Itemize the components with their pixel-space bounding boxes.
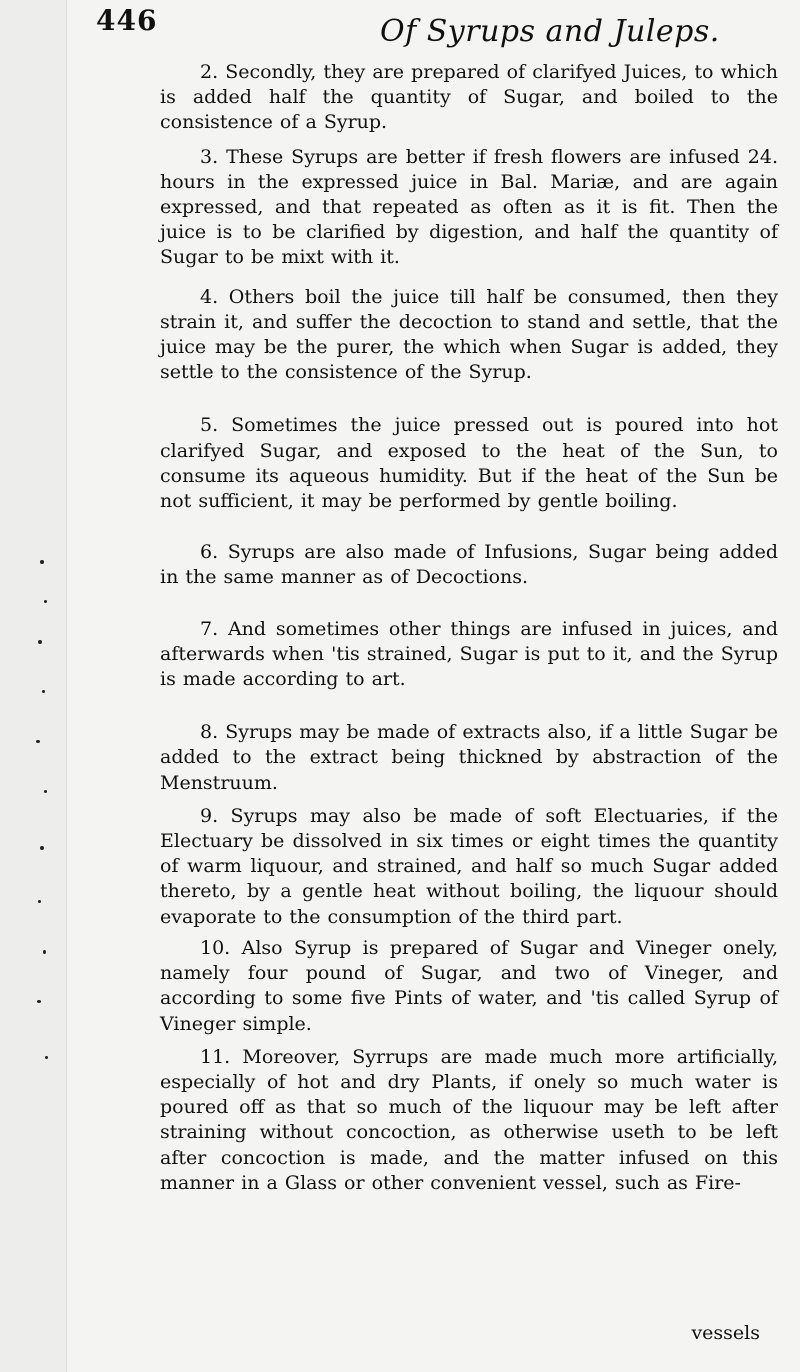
- paragraph-11: 11. Moreover, Syrrups are made much more artificially, especially of hot and dry Plants, if onely so much water is poured off as that so much of the liquour may be left after straining without concoction, as otherwise useth to be left after concoction is made, and the matter infused on this manner in a Glass or other convenient vessel, such as Fire-: [160, 1045, 778, 1194]
- scan-speck: [36, 740, 40, 743]
- page-header: [96, 4, 780, 48]
- paragraph-4: 4. Others boil the juice till half be consumed, then they strain it, and suffer the decoction to stand and settle, that the juice may be the purer, the which when Sugar is added, they settle to the consistence of the Syrup.: [160, 285, 778, 384]
- page-gutter: [0, 0, 67, 1372]
- paragraph-6: 6. Syrups are also made of Infusions, Sugar being added in the same manner as of Decoctions.: [160, 541, 778, 589]
- page-number: 446: [96, 4, 158, 37]
- paragraph-10: 10. Also Syrup is prepared of Sugar and Vineger onely, namely four pound of Sugar, and two of Vineger, and according to some five Pints of water, and 'tis called Syrup of Vineger simple.: [160, 936, 778, 1035]
- paragraph-8: 8. Syrups may be made of extracts also, if a little Sugar be added to the extract being thickned by abstraction of the Menstruum.: [160, 721, 778, 794]
- scan-speck: [42, 690, 45, 693]
- scan-speck: [44, 790, 47, 793]
- scan-speck: [40, 560, 44, 564]
- scan-speck: [45, 1056, 48, 1059]
- running-head: Of Syrups and Juleps.: [380, 14, 720, 49]
- paragraph-9: 9. Syrups may also be made of soft Electuaries, if the Electuary be dissolved in six times or eight times the quantity of warm liquour, and strained, and half so much Sugar added thereto, by a gentle heat without boiling, the liquour should evaporate to the consumption of the third part.: [160, 804, 778, 928]
- paragraph-7: 7. And sometimes other things are infused in juices, and afterwards when 'tis strained, Sugar is put to it, and the Syrup is made according to art.: [160, 617, 778, 691]
- scan-speck: [43, 950, 46, 954]
- scan-speck: [38, 900, 41, 903]
- page-body: [160, 60, 778, 1196]
- paragraph-2: 2. Secondly, they are prepared of clarifyed Juices, to which is added half the quantity of Sugar, and boiled to the consistence of a Syrup.: [160, 61, 778, 134]
- scan-speck: [37, 1000, 41, 1003]
- scan-speck: [44, 600, 47, 603]
- catchword: vessels: [691, 1322, 760, 1344]
- paragraph-3: 3. These Syrups are better if fresh flowers are infused 24. hours in the expressed juice in Bal. Mariæ, and are again expressed, and that repeated as often as it is fit. Then the juice is to be clarified by digestion, and half the quantity of Sugar to be mixt with it.: [160, 145, 778, 269]
- scan-speck: [38, 640, 42, 644]
- paragraph-5: 5. Sometimes the juice pressed out is poured into hot clarifyed Sugar, and exposed to the heat of the Sun, to consume its aqueous humidity. But if the heat of the Sun be not sufficient, it may be performed by gentle boiling.: [160, 414, 778, 513]
- scan-speck: [40, 846, 44, 850]
